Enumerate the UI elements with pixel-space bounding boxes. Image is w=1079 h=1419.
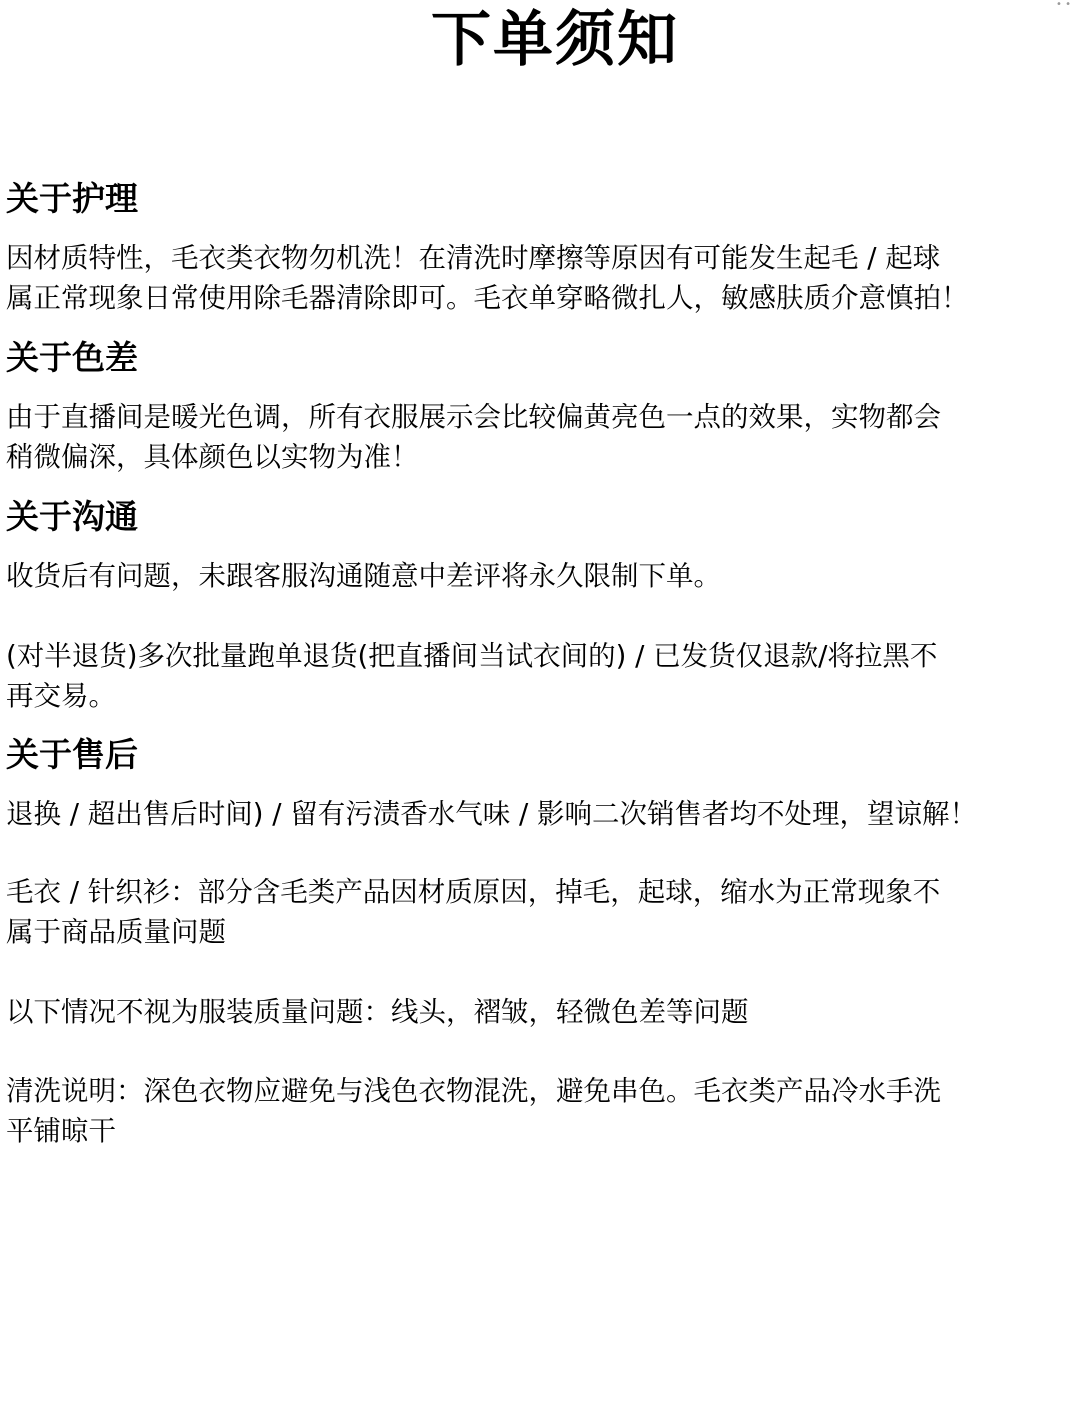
text-line: 再交易。 [6,680,116,712]
text-line: 稍微偏深，具体颜色以实物为准！ [6,441,419,473]
section-after-sales-paragraph-2 [6,872,1074,952]
section-after-sales-paragraph-4 [6,1071,1074,1151]
text-line: 毛衣 / 针织衫：部分含毛类产品因材质原因，掉毛，起球，缩水为正常现象不 [6,876,941,908]
section-communication-paragraph-1 [6,556,1074,596]
section-after-sales-paragraph-3 [6,992,1074,1032]
text-line: 属正常现象日常使用除毛器清除即可。毛衣单穿略微扎人，敏感肤质介意慎拍！ [6,282,969,314]
text-line: 清洗说明：深色衣物应避免与浅色衣物混洗，避免串色。毛衣类产品冷水手洗 [6,1075,941,1107]
text-line: 退换 / 超出售后时间) / 留有污渍香水气味 / 影响二次销售者均不处理，望谅解！ [6,798,977,830]
section-after-sales-paragraph-1 [6,794,1074,834]
section-heading-communication: 关于沟通 [6,497,138,536]
text-line: 由于直播间是暖光色调，所有衣服展示会比较偏黄亮色一点的效果，实物都会 [6,401,941,433]
text-line: 收货后有问题，未跟客服沟通随意中差评将永久限制下单。 [6,560,721,592]
section-communication-paragraph-2 [6,636,1074,716]
section-color-paragraph [6,397,1074,477]
text-line: 属于商品质量问题 [6,916,226,948]
text-line: 平铺晾干 [6,1115,116,1147]
corner-mark: • • [1056,0,1071,10]
section-heading-color: 关于色差 [6,338,138,377]
text-line: 以下情况不视为服装质量问题：线头，褶皱，轻微色差等问题 [6,996,749,1028]
section-heading-care: 关于护理 [6,179,138,218]
section-heading-after-sales: 关于售后 [6,735,138,774]
section-care-paragraph [6,238,1074,318]
page-title: 下单须知 [431,5,679,75]
text-line: 因材质特性，毛衣类衣物勿机洗！在清洗时摩擦等原因有可能发生起毛 / 起球 [6,242,941,274]
text-line: (对半退货)多次批量跑单退货(把直播间当试衣间的) / 已发货仅退款/将拉黑不 [6,640,938,672]
